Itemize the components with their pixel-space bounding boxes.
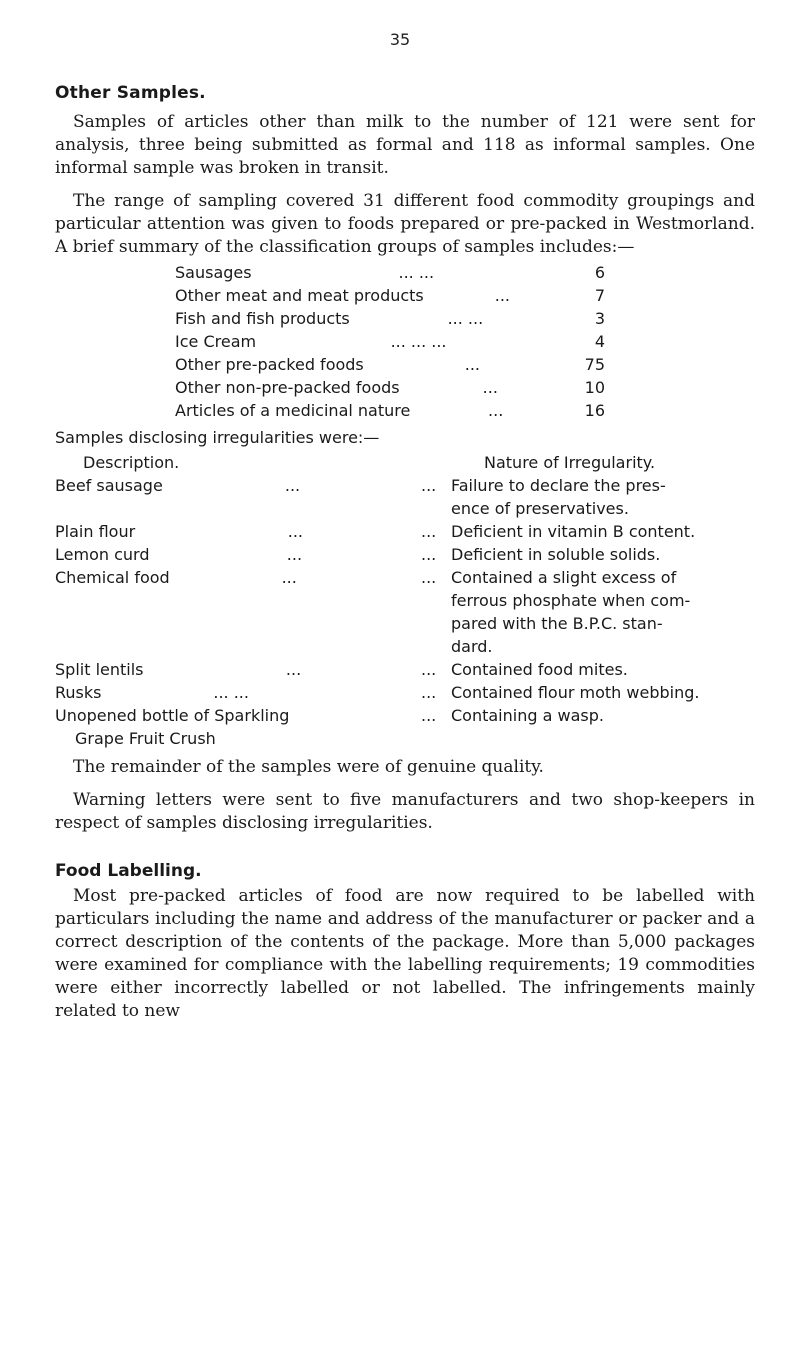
summary-label: Other pre-packed foods — [175, 355, 364, 374]
irregularity-description: Grape Fruit Crush — [75, 729, 216, 748]
table-row — [55, 474, 755, 497]
leader-dots: ... — [482, 378, 498, 397]
irregularity-nature — [471, 727, 755, 750]
table-row — [55, 589, 755, 612]
table-row — [55, 658, 755, 681]
table-row — [55, 543, 755, 566]
paragraph-warning-letters: Warning letters were sent to five manufacturers and two shop-keepers in respect of samples disclosing irregularities. — [55, 790, 755, 833]
leader-dots — [363, 635, 451, 658]
leader-dots: ... ... — [447, 309, 484, 328]
leader-dots — [383, 727, 471, 750]
leader-dots — [363, 497, 451, 520]
paragraph-sampling-range: The range of sampling covered 31 different food commodity groupings and particular attention was given to foods prepared or pre-packed in Westmorland. A brief summary of the classification groups of samples includes:— — [55, 191, 755, 257]
summary-row — [175, 261, 605, 284]
summary-value: 75 — [584, 355, 605, 374]
irregularity-nature: Contained flour moth webbing. — [451, 683, 700, 702]
leader-dots: ... — [421, 660, 437, 679]
column-header-description: Description. — [83, 453, 180, 472]
classification-summary-list — [55, 261, 605, 422]
irregularity-description: Split lentils ... — [55, 660, 302, 679]
table-row — [55, 681, 755, 704]
leader-dots — [363, 612, 451, 635]
leader-dots: ... — [421, 683, 437, 702]
irregularity-nature: Contained a slight excess of — [451, 568, 677, 587]
irregularity-nature: dard. — [451, 637, 493, 656]
table-row — [55, 635, 755, 658]
irregularity-description: Beef sausage ... — [55, 476, 301, 495]
summary-label: Sausages — [175, 263, 252, 282]
irregularity-nature: Deficient in vitamin B content. — [451, 522, 696, 541]
summary-row — [175, 399, 605, 422]
table-row — [55, 704, 755, 727]
leader-dots: ... — [494, 286, 511, 305]
paragraph-genuine-quality: The remainder of the samples were of genuine quality. — [73, 757, 544, 777]
leader-dots: ... — [421, 545, 437, 564]
irregularity-nature: ence of preservatives. — [451, 499, 629, 518]
summary-row — [175, 330, 605, 353]
leader-dots: ... ... — [398, 263, 435, 282]
summary-row — [175, 307, 605, 330]
irregularity-nature: Failure to declare the pres- — [451, 476, 666, 495]
summary-value: 6 — [594, 263, 605, 282]
irregularity-nature: pared with the B.P.C. stan- — [451, 614, 663, 633]
irregularity-nature: Contained food mites. — [451, 660, 628, 679]
irregularity-description — [55, 589, 363, 612]
irregularity-description — [55, 635, 363, 658]
irregularity-description — [55, 497, 363, 520]
summary-label: Other non-pre-packed foods — [175, 378, 400, 397]
leader-dots — [363, 589, 451, 612]
irregularity-description: Lemon curd ... — [55, 545, 303, 564]
table-row — [55, 727, 755, 750]
summary-label: Articles of a medicinal nature — [175, 401, 411, 420]
paragraph-samples-count: Samples of articles other than milk to the number of 121 were sent for analysis, three being submitted as formal and 118 as informal samples. One informal sample was broken in transit. — [55, 112, 755, 178]
summary-value: 16 — [584, 401, 605, 420]
summary-row — [175, 284, 605, 307]
table-row — [55, 566, 755, 589]
summary-row — [175, 353, 605, 376]
leader-dots: ... — [421, 706, 437, 725]
table-row — [55, 520, 755, 543]
page-number: 35 — [389, 30, 411, 49]
column-header-nature: Nature of Irregularity. — [484, 453, 656, 472]
summary-value: 4 — [594, 332, 605, 351]
irregularity-description: Plain flour ... — [55, 522, 303, 541]
summary-value: 7 — [594, 286, 605, 305]
irregularity-description: Chemical food ... — [55, 568, 297, 587]
section-heading-food-labelling: Food Labelling. — [55, 861, 202, 881]
page-content — [55, 83, 755, 1023]
summary-label: Other meat and meat products — [175, 286, 424, 305]
summary-label: Fish and fish products — [175, 309, 350, 328]
leader-dots: ... — [488, 401, 504, 420]
summary-row — [175, 376, 605, 399]
irregularity-nature: Deficient in soluble solids. — [451, 545, 661, 564]
irregularity-nature: Containing a wasp. — [451, 706, 604, 725]
leader-dots: ... — [464, 355, 481, 374]
irregularities-table — [55, 451, 755, 750]
section-heading-other-samples: Other Samples. — [55, 83, 206, 103]
irregularity-description: Unopened bottle of Sparkling — [55, 706, 290, 725]
irregularities-intro: Samples disclosing irregularities were:— — [55, 428, 380, 447]
table-row — [55, 497, 755, 520]
irregularities-header — [55, 451, 755, 474]
irregularity-description: Rusks ... ... — [55, 683, 249, 702]
leader-dots: ... ... ... — [390, 332, 447, 351]
leader-dots: ... — [421, 522, 437, 541]
paragraph-food-labelling: Most pre-packed articles of food are now required to be labelled with particulars including the name and address of the manufacturer or packer and a correct description of the contents of the package. More than 5,000 packages were examined for compliance with the labelling requirements; 19 commodities were either incorrectly labelled or not labelled. The infringements mainly related to new — [55, 886, 755, 1021]
table-row — [55, 612, 755, 635]
leader-dots: ... — [421, 476, 437, 495]
summary-label: Ice Cream — [175, 332, 257, 351]
summary-value: 3 — [594, 309, 605, 328]
summary-value: 10 — [584, 378, 605, 397]
irregularity-description — [55, 612, 363, 635]
leader-dots: ... — [421, 568, 437, 587]
irregularity-nature: ferrous phosphate when com- — [451, 591, 691, 610]
